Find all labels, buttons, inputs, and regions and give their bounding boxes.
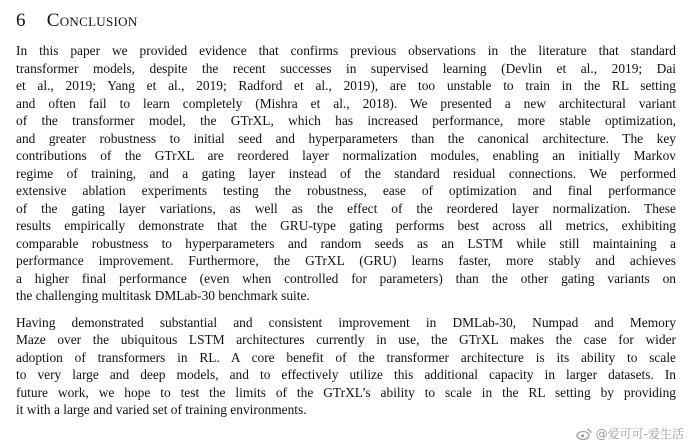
- text-line: performance improvement. Furthermore, the GTrXL (GRU) learns faster, more stably and achieves: [16, 253, 676, 268]
- paragraph: [16, 314, 676, 419]
- text-line: of the gating layer variations, as well as the effect of the reordered layer normalization. These: [16, 200, 676, 216]
- text-line: contributions of the GTrXL are reordered layer normalization modules, enabling an initially Markov: [16, 148, 676, 163]
- text-line: and often fail to learn completely (Mishra et al., 2018). We presented a new architectural variant: [16, 95, 676, 111]
- text-line: and greater robustness to initial seed and hyperparameters than the canonical architecture. The key: [16, 130, 676, 146]
- text-line: adoption of transformers in RL. A core benefit of the transformer architecture is its ability to scale: [16, 349, 676, 365]
- text-line: In this paper we provided evidence that confirms previous observations in the literature that standard: [16, 43, 676, 58]
- text-line: a higher final performance (even when controlled for parameters) than the other gating variants on: [16, 270, 676, 286]
- text-line: results empirically demonstrate that the GRU-type gating performs best across all metrics, exhibiting: [16, 218, 676, 233]
- paragraph: [16, 42, 676, 305]
- text-line: comparable robustness to hyperparameters and random seeds as an LSTM while still maintaining a: [16, 235, 676, 251]
- watermark: [576, 425, 684, 442]
- paper-page: [16, 8, 676, 419]
- section-number: 6: [16, 10, 26, 31]
- text-line: future work, we hope to test the limits of the GTrXL’s ability to scale in the RL setting by providing: [16, 384, 676, 400]
- watermark-text: @爱可可-爱生活: [595, 427, 684, 441]
- text-line: it with a large and varied set of training environments.: [16, 402, 307, 417]
- section-title: Conclusion: [46, 10, 138, 31]
- text-line: Maze over the ubiquitous LSTM architectures currently in use, the GTrXL makes the case for wider: [16, 332, 676, 347]
- section-heading: [16, 8, 676, 34]
- text-line: Having demonstrated substantial and consistent improvement in DMLab-30, Numpad and Memory: [16, 314, 676, 330]
- section-body: [16, 42, 676, 419]
- text-line: regime of training, and a gating layer instead of the standard residual connections. We performed: [16, 165, 676, 181]
- text-line: extensive ablation experiments testing the robustness, ease of optimization and final performance: [16, 183, 676, 198]
- text-line: of the transformer model, the GTrXL, which has increased performance, more stable optimization,: [16, 113, 676, 128]
- text-line: the challenging multitask DMLab-30 benchmark suite.: [16, 288, 310, 303]
- weibo-icon: [576, 428, 592, 440]
- text-line: et al., 2019; Yang et al., 2019; Radford et al., 2019), are too unstable to train in the RL setting: [16, 78, 676, 93]
- text-line: transformer models, despite the recent successes in supervised learning (Devlin et al., 2019; Dai: [16, 60, 676, 76]
- text-line: to very large and deep models, and to effectively utilize this additional capacity in larger datasets. In: [16, 367, 676, 382]
